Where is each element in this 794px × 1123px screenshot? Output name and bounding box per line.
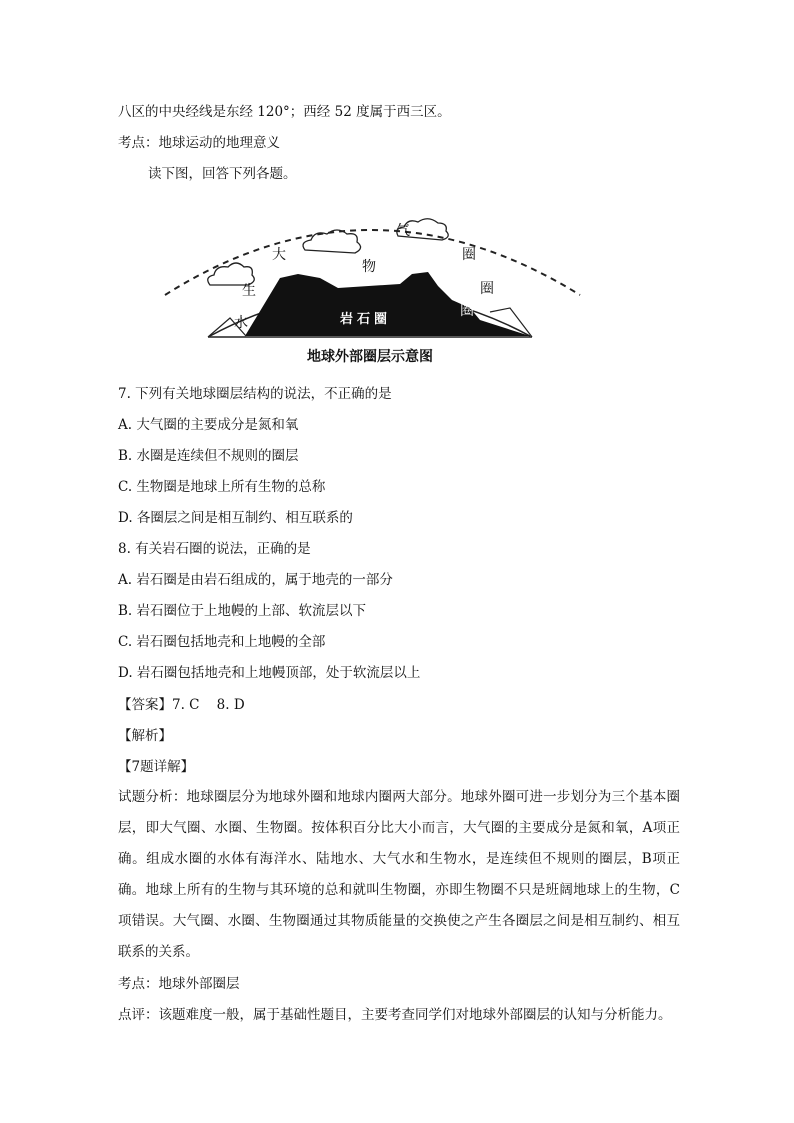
question-8-option-d: D. 岩石圈包括地壳和上地幔顶部，处于软流层以上 [118, 665, 421, 681]
kaodian-line-earth-motion: 考点：地球运动的地理意义 [118, 135, 280, 151]
label-qi: 气 [396, 223, 410, 239]
question-7-option-a: A. 大气圈的主要成分是氮和氧 [118, 417, 299, 433]
question-8-option-a: A. 岩石圈是由岩石组成的，属于地壳的一部分 [118, 572, 393, 588]
label-shui: 水 [234, 315, 248, 331]
question-7-option-c: C. 生物圈是地球上所有生物的总称 [118, 479, 326, 495]
cloud-middle [303, 230, 361, 253]
label-quan-atmosphere: 圈 [462, 247, 476, 263]
earth-spheres-figure [160, 200, 590, 380]
label-quan-hydrosphere: 圈 [460, 303, 474, 319]
question-8-stem: 8. 有关岩石圈的说法，正确的是 [118, 541, 311, 557]
figure-caption: 地球外部圈层示意图 [307, 349, 433, 365]
reading-instruction: 读下图，回答下列各题。 [148, 166, 297, 182]
text-line-timezone: 八区的中央经线是东经 120°；西经 52 度属于西三区。 [118, 104, 451, 120]
dianping-comment: 点评：该题难度一般，属于基础性题目，主要考查同学们对地球外部圈层的认知与分析能力。 [118, 1007, 672, 1023]
label-lithosphere: 岩石圈 [340, 312, 392, 327]
label-da: 大 [272, 247, 286, 263]
label-quan-biosphere: 圈 [480, 281, 494, 297]
question-7-option-b: B. 水圈是连续但不规则的圈层 [118, 448, 299, 464]
answer-line: 【答案】7. C 8. D [118, 697, 245, 713]
question-7-option-d: D. 各圈层之间是相互制约、相互联系的 [118, 510, 353, 526]
question-8-option-c: C. 岩石圈包括地壳和上地幔的全部 [118, 634, 326, 650]
label-wu: 物 [362, 259, 376, 275]
question-8-option-b: B. 岩石圈位于上地幔的上部、软流层以下 [118, 603, 367, 619]
analysis-heading: 【解析】 [118, 728, 172, 744]
question-7-stem: 7. 下列有关地球圈层结构的说法，不正确的是 [118, 386, 392, 402]
label-sheng: 生 [242, 283, 256, 299]
question-7-detail-heading: 【7题详解】 [118, 759, 195, 775]
analysis-paragraph: 试题分析：地球圈层分为地球外圈和地球内圈两大部分。地球外圈可进一步划分为三个基本圈层，即大气圈、水圈、生物圈。按体积百分比大小而言，大气圈的主要成分是氮和氧，A项正确。组成水圈的水体有海洋水、陆地水、大气水和生物水，是连续但不规则的圈层，B项正确。地球上所有的生物与其环境的总和就叫生物圈，亦即生物圈不只是班阔地球上的生物，C项错误。大气圈、水圈、生物圈通过其物质能量的交换使之产生各圈层之间是相互制约、相互联系的关系。 [118, 789, 680, 960]
kaodian-outer-spheres: 考点：地球外部圈层 [118, 976, 240, 992]
